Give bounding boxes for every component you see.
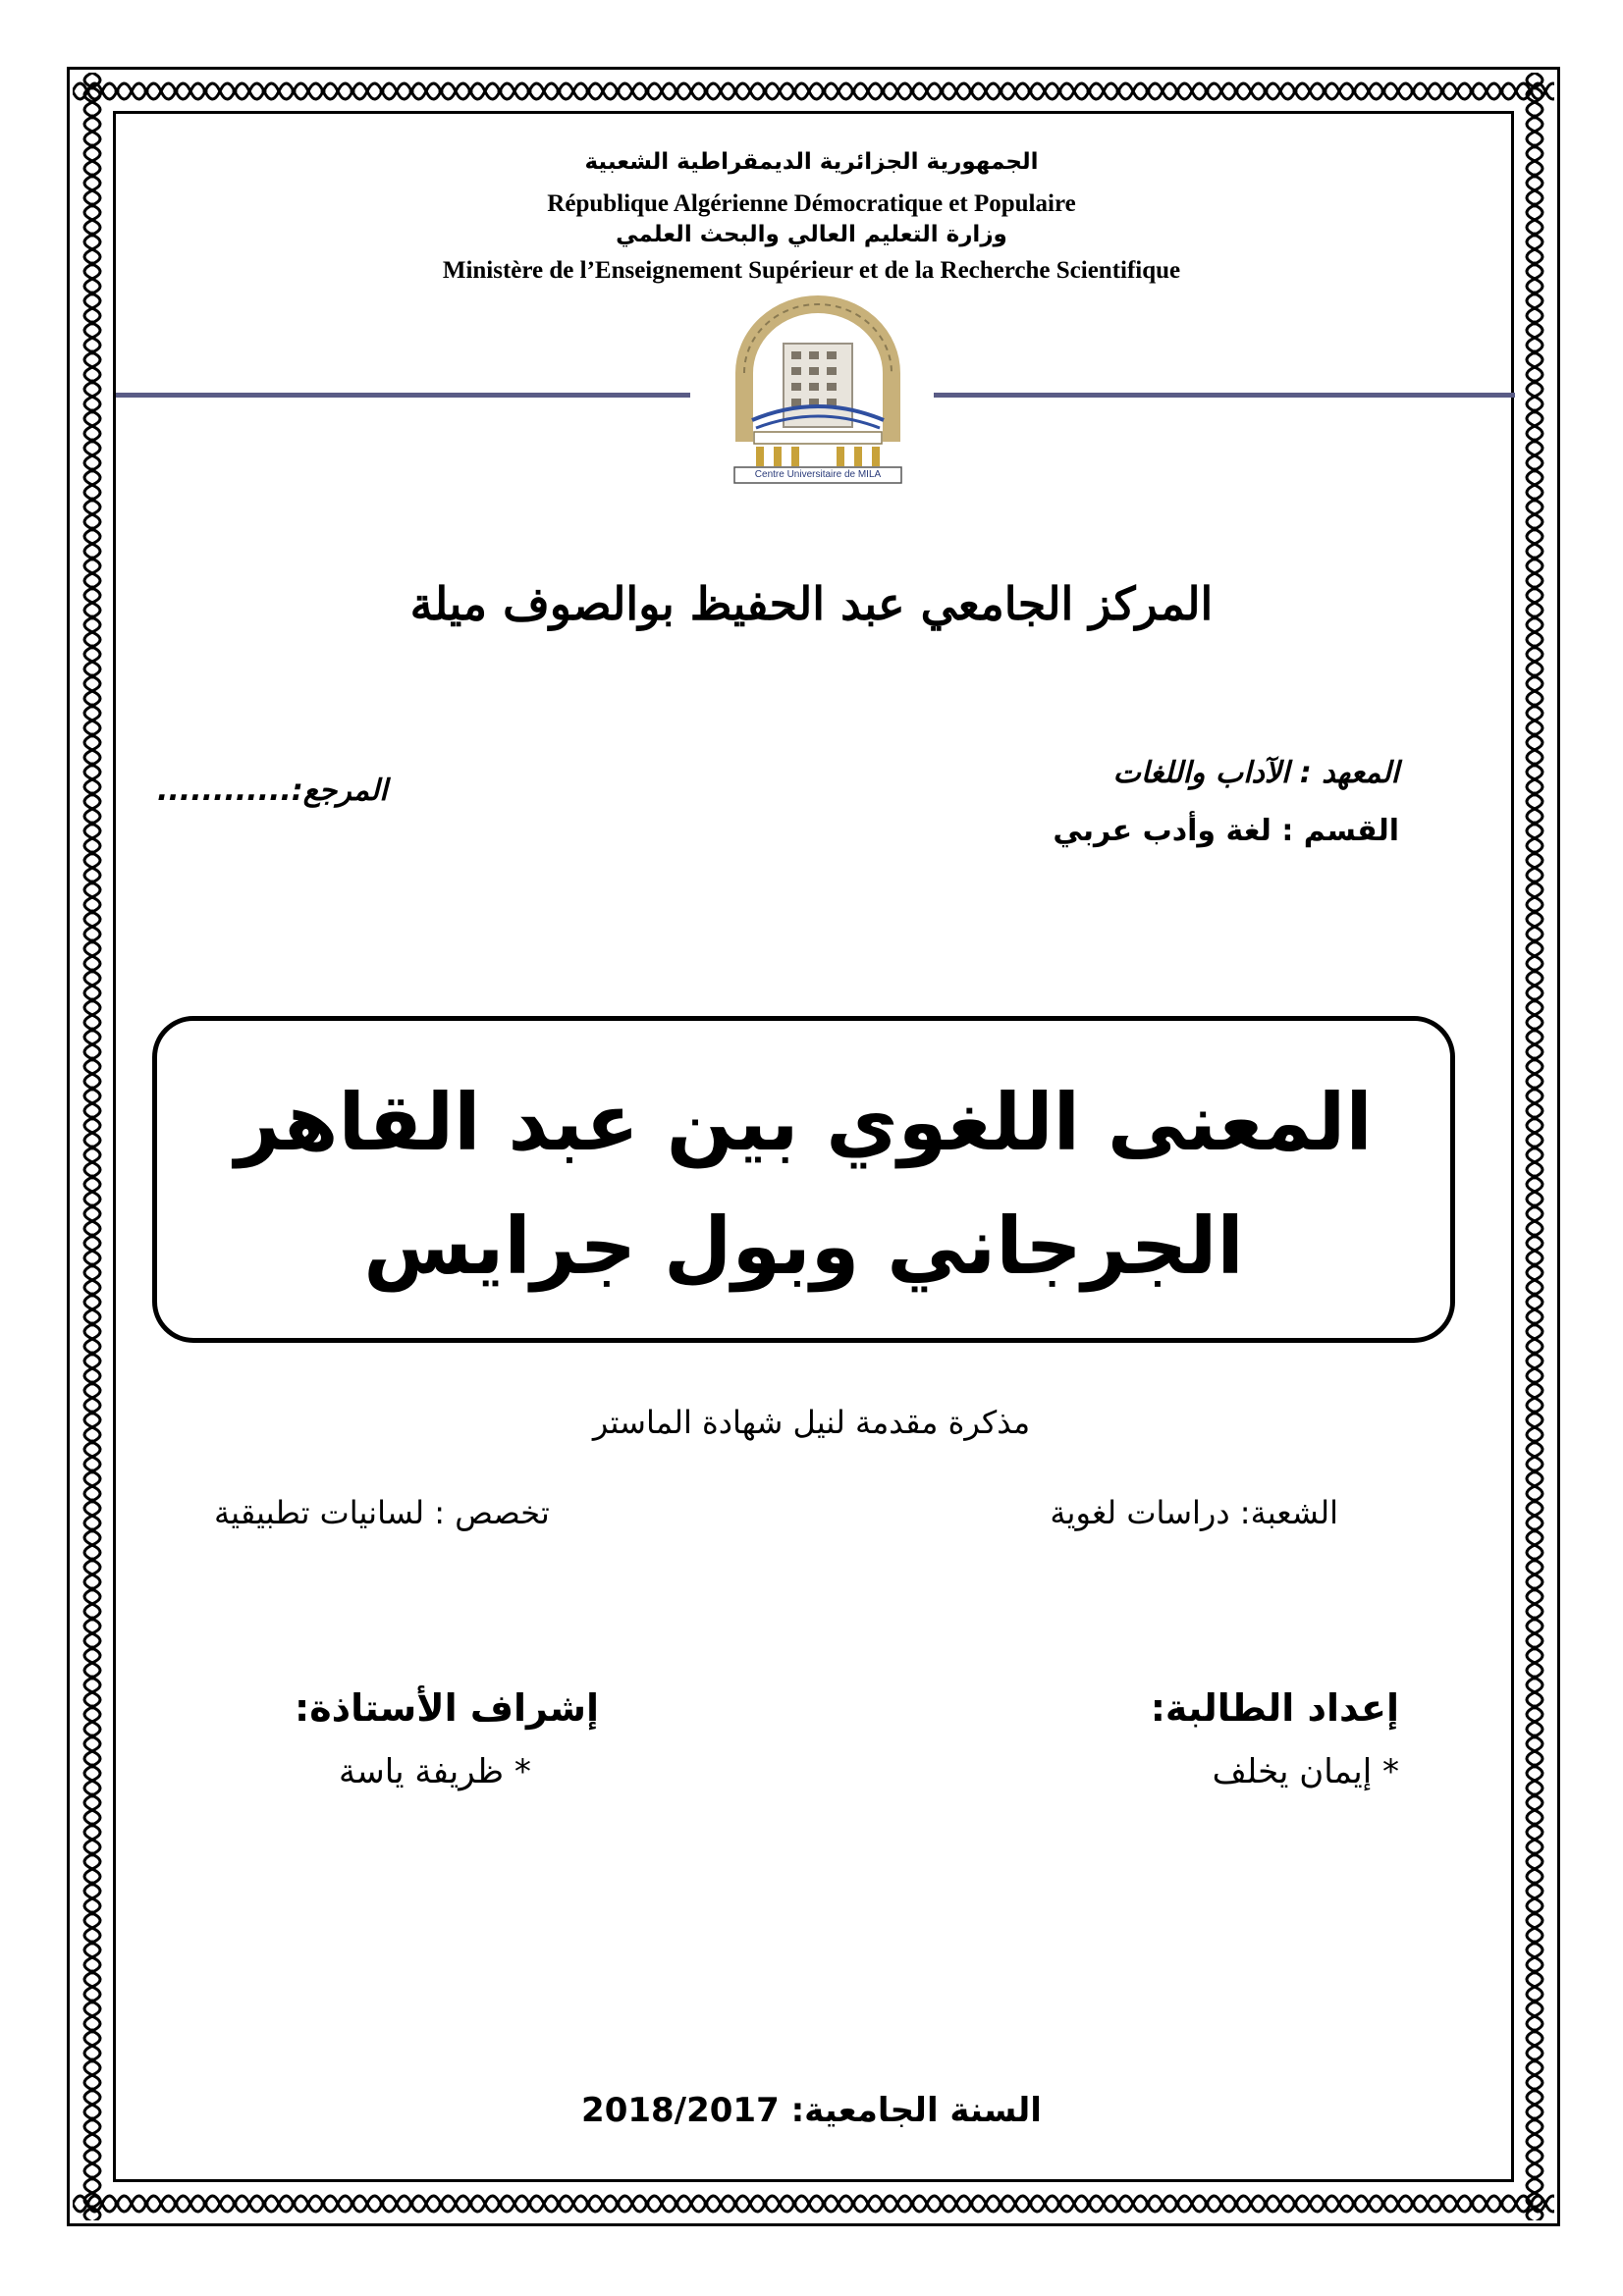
supervisor-name: * ظريفة ياسة (339, 1752, 531, 1791)
department-line: القسم : لغة وأدب عربي (1053, 814, 1399, 848)
supervisor-label: إشراف الأستاذة: (295, 1686, 600, 1730)
university-building-logo-icon (725, 294, 911, 486)
header-ministry-fr: Ministère de l’Enseignement Supérieur et de la Recherche Scientifique (442, 257, 1181, 284)
border-pattern-left (73, 73, 112, 2220)
thesis-title-line1: المعنى اللغوي بين عبد القاهر (235, 1077, 1373, 1168)
reference-line: المرجع:............ (157, 774, 388, 808)
header-republic-ar: الجمهورية الجزائرية الديمقراطية الشعبية (584, 149, 1039, 175)
border-pattern-bottom (73, 2185, 1554, 2222)
header-rule-right (934, 393, 1515, 398)
institute-line: المعهد : الآداب واللغات (1112, 756, 1399, 790)
thesis-title-line2: الجرجاني وبول جرايس (363, 1201, 1244, 1292)
header-rule-left (116, 393, 690, 398)
institution-name: المركز الجامعي عبد الحفيظ بوالصوف ميلة (409, 577, 1214, 630)
specialty: تخصص : لسانيات تطبيقية (214, 1494, 550, 1531)
logo-caption: Centre Universitaire de MILA (754, 469, 882, 480)
university-logo (725, 294, 911, 486)
academic-year: السنة الجامعية: 2018/2017 (581, 2091, 1042, 2130)
border-pattern-top (73, 73, 1554, 110)
student-name: * إيمان يخلف (1212, 1752, 1399, 1791)
header-republic-fr: République Algérienne Démocratique et Populaire (547, 190, 1076, 217)
thesis-subtitle: مذكرة مقدمة لنيل شهادة الماستر (592, 1404, 1031, 1441)
header-ministry-ar: وزارة التعليم العالي والبحث العلمي (616, 222, 1007, 247)
student-label: إعداد الطالبة: (1150, 1686, 1399, 1730)
field-of-study: الشعبة: دراسات لغوية (1050, 1494, 1338, 1531)
border-pattern-right (1515, 73, 1554, 2220)
thesis-title-box (152, 1016, 1455, 1343)
